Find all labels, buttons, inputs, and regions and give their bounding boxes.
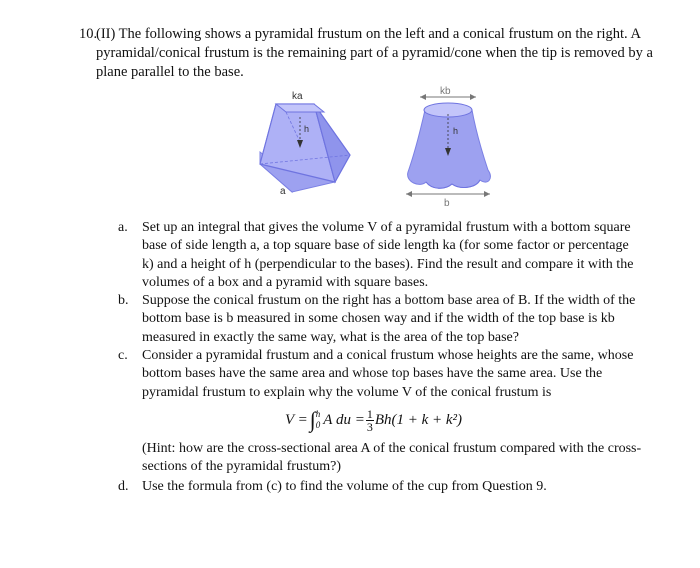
cone-height-label: h	[453, 126, 459, 136]
part-a	[118, 219, 638, 292]
integral-sign: ∫	[309, 407, 316, 432]
conical-frustum	[406, 86, 490, 209]
cone-bottom-label: b	[444, 198, 450, 209]
part-letter: b.	[118, 293, 129, 308]
pyramid-bottom-label: a	[280, 186, 286, 197]
part-text: Suppose the conical frustum on the right has a bottom base area of B. If the width of the bottom base is b measured in some chosen way and if the width of the top base is kb measured in exactly the same way, what is the area of the top base?	[142, 293, 636, 345]
integral-upper-limit: h	[315, 409, 321, 419]
part-text: Set up an integral that gives the volume V of a pyramidal frustum with a bottom square base of side length a, a top square base of side length ka (for some factor or percentage k) and a height of h (perpendicular to the bases). Find the result and compare it with the volumes of a box and a pyramid with square bases.	[142, 220, 634, 290]
frustum-illustration	[240, 82, 500, 212]
part-text: Use the formula from (c) to find the volume of the cup from Question 9.	[142, 479, 547, 494]
cone-top-label: kb	[440, 86, 451, 97]
part-b	[118, 292, 638, 347]
part-c	[118, 347, 638, 402]
one-third-fraction	[366, 408, 374, 433]
part-letter: d.	[118, 479, 129, 494]
pyramid-height-label: h	[304, 124, 310, 134]
part-letter: c.	[118, 348, 128, 363]
volume-formula	[285, 403, 462, 437]
formula-lhs: V =	[285, 411, 308, 428]
formula-rest: Bh(1 + k + k²)	[374, 411, 463, 428]
fraction-denominator: 3	[366, 419, 373, 434]
fraction-numerator: 1	[366, 406, 373, 421]
part-letter: a.	[118, 220, 128, 235]
question-intro: (II) The following shows a pyramidal frustum on the left and a conical frustum on the right. A pyramidal/conical frustum is the remaining part of a pyramid/cone when the tip is removed by a plane parallel to the base.	[96, 26, 653, 80]
pyramid-top-label: ka	[292, 91, 303, 102]
part-text: Consider a pyramidal frustum and a conical frustum whose heights are the same, whose bottom bases have the same area and whose top bases have the same area. Use the pyramidal frustum to explain why the volume V of the conical frustum is	[142, 348, 634, 400]
pyramidal-frustum	[260, 91, 350, 197]
question-number: 10.	[79, 26, 98, 42]
integral-lower-limit: 0	[315, 420, 321, 430]
frustum-figure	[240, 82, 500, 212]
part-d	[118, 478, 638, 496]
formula-integrand: A du =	[323, 411, 365, 428]
hint-text: (Hint: how are the cross-sectional area A of the conical frustum compared with the cross-sections of the pyramidal frustum?)	[142, 441, 642, 475]
